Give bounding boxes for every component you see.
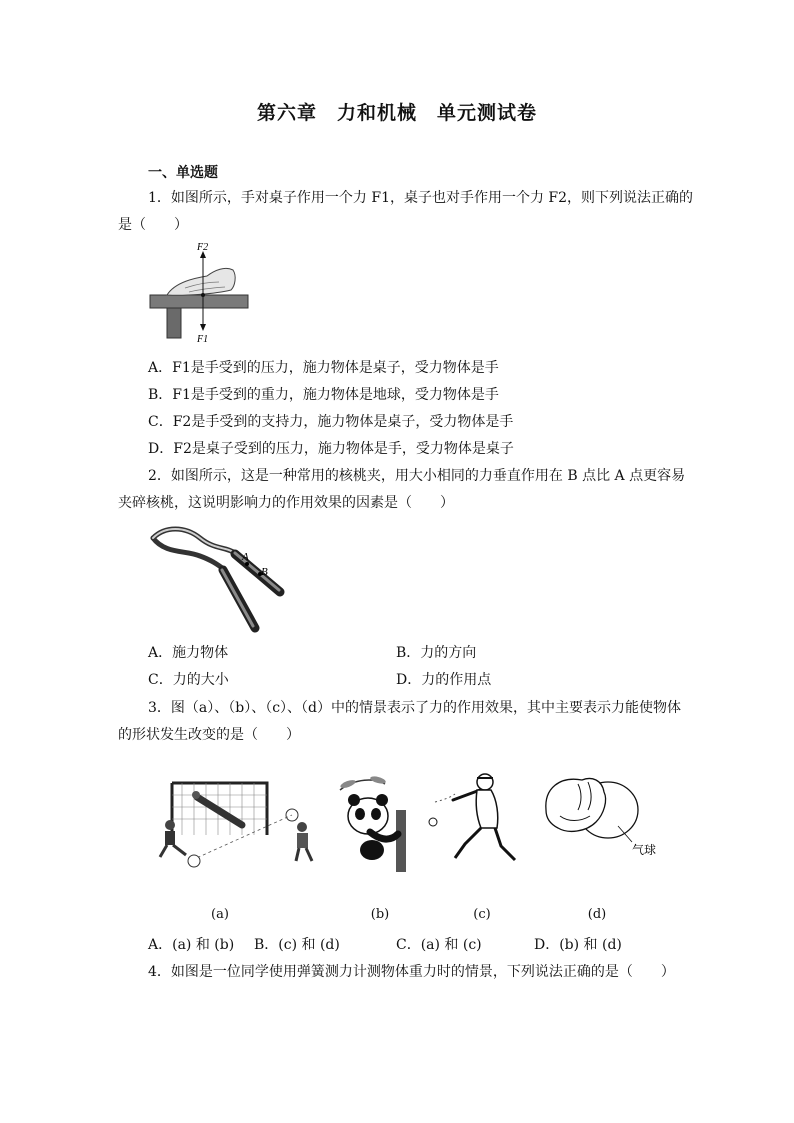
section-heading: 一、单选题: [148, 165, 218, 181]
q1-option-d[interactable]: D．F2是桌子受到的压力，施力物体是手，受力物体是桌子: [148, 441, 514, 457]
balloon-label: 气球: [632, 843, 657, 857]
q2-option-d[interactable]: D．力的作用点: [396, 672, 492, 688]
f2-label: F2: [197, 242, 209, 253]
q3-figure-b-panda: [330, 770, 420, 875]
kicker-player: [165, 820, 175, 830]
bamboo-trunk: [396, 810, 406, 872]
q2-nutcracker-figure: [145, 520, 295, 635]
q3-stem-line1: 3．图（a）、（b）、（c）、（d）中的情景表示了力的作用效果，其中主要表示力能使物体: [148, 700, 682, 716]
q1-hand-table-figure: [145, 240, 255, 345]
f1-label: F1: [197, 334, 209, 345]
q3-figure-c-baseball: [425, 770, 525, 870]
caption-c: (c): [473, 907, 491, 922]
table-top: [150, 295, 248, 308]
table-leg: [167, 308, 181, 338]
header-player: [297, 822, 307, 832]
page-title: 第六章 力和机械 单元测试卷: [256, 102, 537, 124]
q2-option-b[interactable]: B．力的方向: [396, 645, 477, 661]
q4-stem-line1: 4．如图是一位同学使用弹簧测力计测物体重力时的情景，下列说法正确的是（ ）: [148, 964, 675, 980]
q3-option-b[interactable]: B．(c) 和 (d): [254, 937, 340, 953]
q3-option-c[interactable]: C．(a) 和 (c): [396, 937, 482, 953]
caption-d: (d): [587, 907, 607, 922]
ball-on-ground: [188, 855, 200, 867]
q1-option-c[interactable]: C．F2是手受到的支持力，施力物体是桌子，受力物体是手: [148, 414, 514, 430]
point-b-label: B: [261, 566, 268, 578]
baseball: [429, 818, 437, 826]
q2-option-a[interactable]: A．施力物体: [148, 645, 229, 661]
q2-stem-line1: 2．如图所示，这是一种常用的核桃夹，用大小相同的力垂直作用在 B 点比 A 点更容易: [148, 468, 686, 484]
caption-b: (b): [370, 907, 390, 922]
q1-stem-line2: 是（ ）: [118, 217, 188, 233]
q2-stem-line2: 夹碎核桃，这说明影响力的作用效果的因素是（ ）: [118, 495, 454, 511]
caption-a: (a): [211, 907, 229, 922]
q1-stem-line1: 1．如图所示，手对桌子作用一个力 F1，桌子也对手作用一个力 F2，则下列说法正确的: [148, 190, 694, 206]
q3-stem-line2: 的形状发生改变的是（ ）: [118, 727, 300, 743]
batter: [477, 774, 493, 790]
q3-option-a[interactable]: A．(a) 和 (b): [148, 937, 235, 953]
point-a-label: A: [242, 551, 249, 563]
q3-figure-d-balloon: [538, 770, 668, 870]
q2-option-c[interactable]: C．力的大小: [148, 672, 229, 688]
hand-shape: [167, 268, 235, 295]
q3-option-d[interactable]: D．(b) 和 (d): [534, 937, 622, 953]
goalkeeper: [197, 797, 242, 825]
q1-option-a[interactable]: A．F1是手受到的压力，施力物体是桌子，受力物体是手: [148, 360, 499, 376]
q1-option-b[interactable]: B．F1是手受到的重力，施力物体是地球，受力物体是手: [148, 387, 499, 403]
q3-figure-a-soccer: [152, 775, 327, 870]
nutcracker-lower-jaw: [153, 538, 225, 570]
